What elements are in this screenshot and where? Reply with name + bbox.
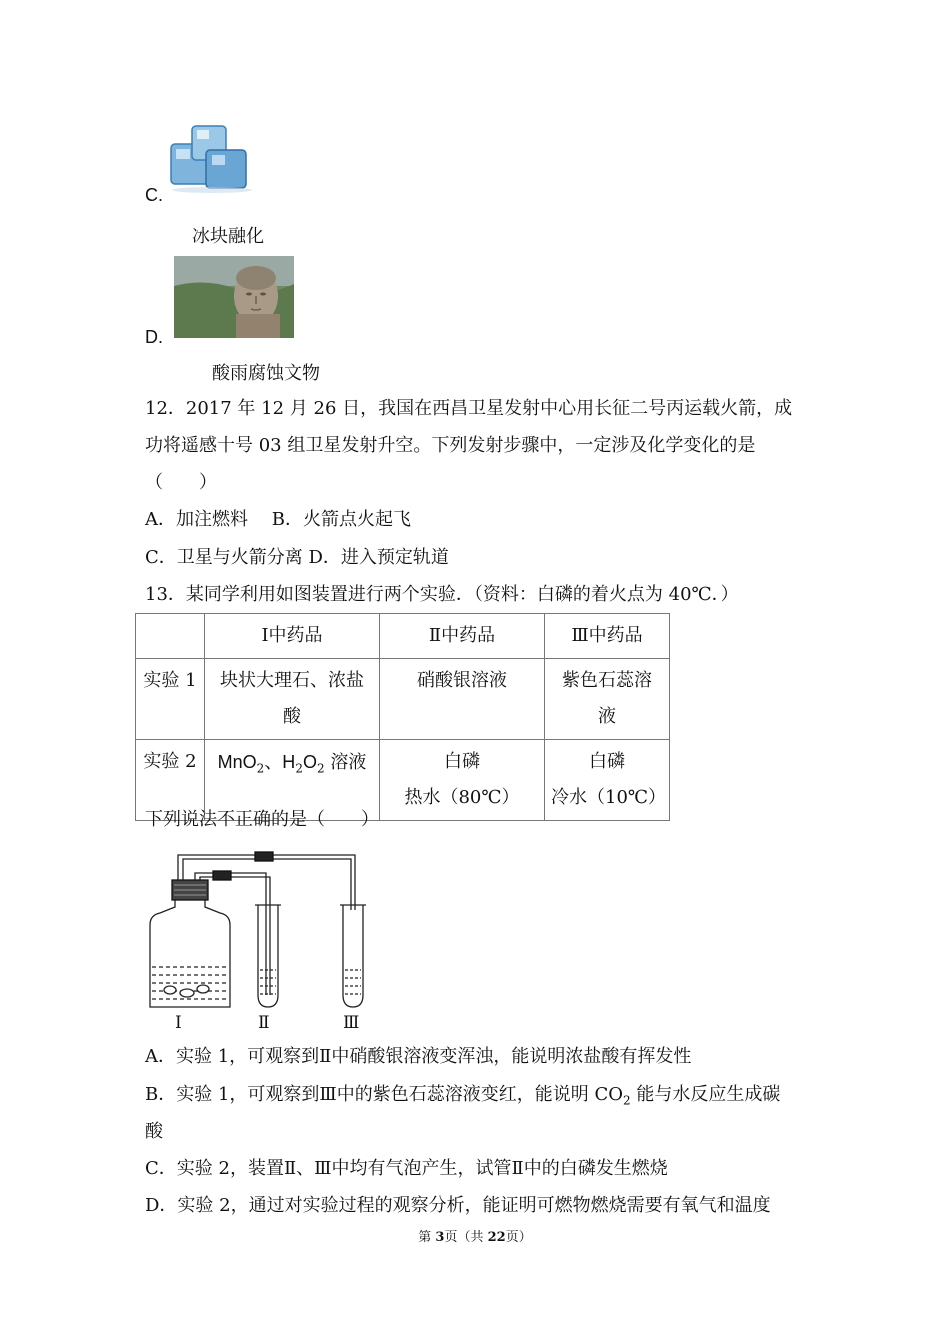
option-d-caption: 酸雨腐蚀文物 [212, 363, 320, 384]
row2-cell1-c: O [302, 752, 317, 772]
q13-option-b [145, 1083, 780, 1113]
row1-cell3-line2: 液 [598, 706, 616, 727]
stone-statue-image [174, 256, 294, 338]
apparatus-label-3: Ⅲ [343, 1013, 360, 1033]
apparatus-label-1: Ⅰ [175, 1013, 182, 1033]
q12-stem-line2: 功将遥感十号 03 组卫星发射升空。下列发射步骤中，一定涉及化学变化的是 [145, 435, 756, 456]
q13-option-b-line2: 酸 [145, 1121, 163, 1142]
row2-cell2-line2: 热水（80℃） [404, 787, 520, 808]
option-c-letter: C. [145, 185, 163, 205]
row2-label: 实验 2 [136, 740, 205, 821]
footer-mid: 页（共 [444, 1230, 488, 1245]
footer-pre: 第 [418, 1230, 436, 1245]
table-header-2: Ⅱ中药品 [380, 614, 545, 659]
row2-cell1-a: MnO [217, 752, 257, 772]
row1-label: 实验 1 [136, 659, 205, 740]
footer-total-pages: 22 [487, 1230, 506, 1245]
row1-cell1 [205, 659, 380, 740]
option-c-caption: 冰块融化 [192, 226, 264, 247]
experiment-table [135, 613, 670, 821]
table-header-1: Ⅰ中药品 [205, 614, 380, 659]
q13-option-a: A．实验 1，可观察到Ⅱ中硝酸银溶液变浑浊，能说明浓盐酸有挥发性 [145, 1046, 692, 1067]
q13-option-d: D．实验 2，通过对实验过程的观察分析，能证明可燃物燃烧需要有氧气和温度 [145, 1195, 771, 1216]
option-d-letter: D. [145, 327, 163, 347]
row2-cell2-line1: 白磷 [444, 751, 480, 772]
row2-cell1-sub2: 2 [295, 761, 303, 776]
row2-cell1-sub3: 2 [316, 761, 325, 776]
q13-option-b-sub: 2 [623, 1093, 631, 1108]
page-footer [0, 1226, 950, 1245]
q13-question: 下列说法不正确的是（ ） [145, 809, 379, 830]
row2-cell2 [380, 740, 545, 821]
table-row [136, 659, 670, 740]
row2-cell3-line2: 冷水（10℃） [551, 787, 667, 808]
q12-stem-line1: 12．2017 年 12 月 26 日，我国在西昌卫星发射中心用长征二号丙运载火箭，成 [145, 398, 793, 419]
apparatus-label-2: Ⅱ [258, 1013, 270, 1033]
table-header-3: Ⅲ中药品 [545, 614, 670, 659]
q12-stem-line3: （ ） [145, 472, 217, 493]
ice-cubes-image [168, 122, 254, 194]
q12-options-cd: C．卫星与火箭分离 D．进入预定轨道 [145, 547, 449, 568]
row1-cell3-line1: 紫色石蕊溶 [562, 670, 652, 691]
q13-stem: 13．某同学利用如图装置进行两个实验．（资料：白磷的着火点为 40℃．） [145, 584, 739, 605]
apparatus-diagram [145, 845, 385, 1035]
row1-cell3 [545, 659, 670, 740]
q12-options-ab: A．加注燃料 B．火箭点火起飞 [145, 509, 411, 530]
row2-cell1-d: 溶液 [324, 752, 367, 773]
row2-cell1-b: 、H [264, 752, 296, 772]
table-header-row [136, 614, 670, 659]
table-header-empty [136, 614, 205, 659]
row1-cell1-line1: 块状大理石、浓盐 [220, 670, 364, 691]
row2-cell3-line1: 白磷 [589, 751, 625, 772]
q13-option-b-pre: B．实验 1，可观察到Ⅲ中的紫色石蕊溶液变红，能说明 CO [145, 1084, 624, 1105]
row2-cell3 [545, 740, 670, 821]
footer-page-number: 3 [435, 1230, 445, 1245]
row2-cell1-sub1: 2 [256, 761, 265, 776]
q13-option-c: C．实验 2，装置Ⅱ、Ⅲ中均有气泡产生，试管Ⅱ中的白磷发生燃烧 [145, 1158, 668, 1179]
row1-cell1-line2: 酸 [283, 706, 301, 727]
row1-cell2: 硝酸银溶液 [380, 659, 545, 740]
q13-option-b-post: 能与水反应生成碳 [630, 1084, 781, 1105]
footer-post: 页） [505, 1230, 532, 1245]
